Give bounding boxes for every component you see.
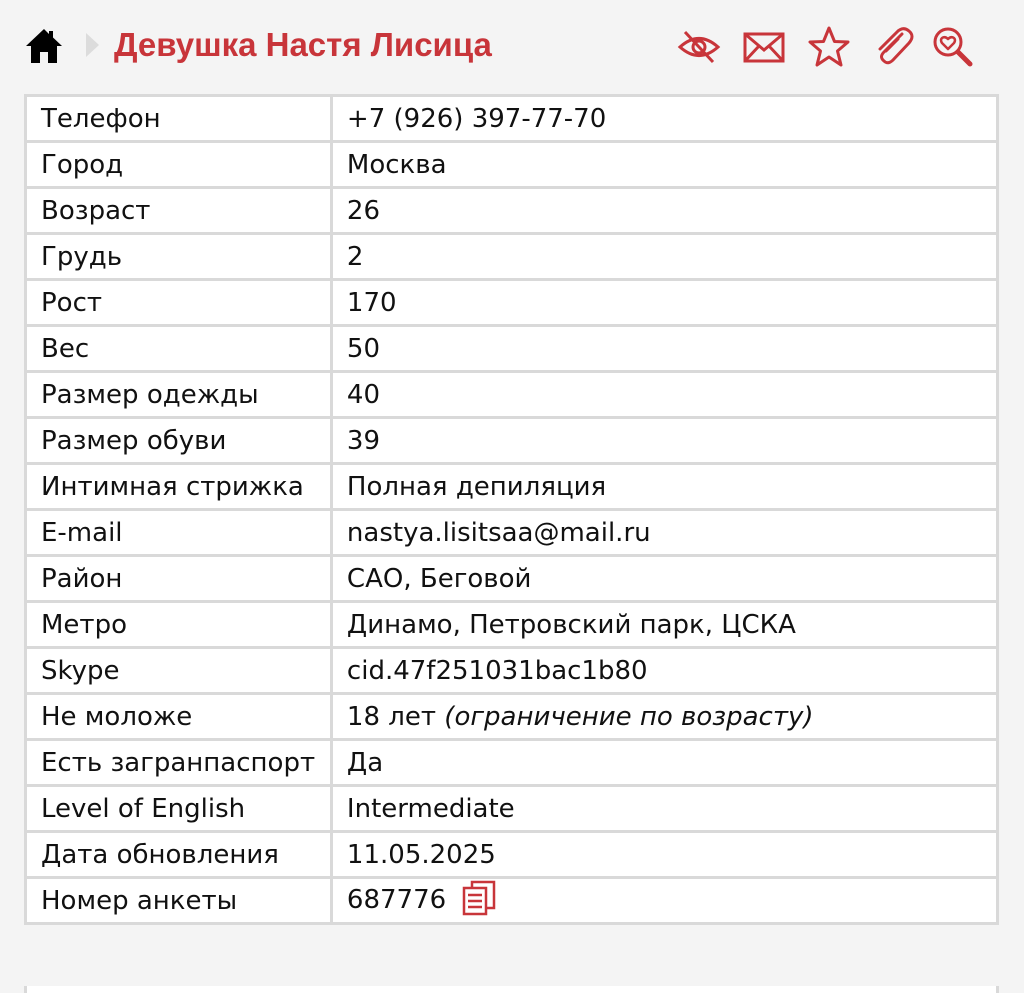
row-label: Вес xyxy=(26,326,332,372)
header-bar xyxy=(0,0,1024,92)
table-row xyxy=(26,326,998,372)
row-value xyxy=(331,878,997,924)
row-label: Грудь xyxy=(26,234,332,280)
table-row xyxy=(26,142,998,188)
row-label: Телефон xyxy=(26,96,332,142)
table-row xyxy=(26,556,998,602)
table-row xyxy=(26,96,998,142)
row-label: Level of English xyxy=(26,786,332,832)
row-value: Динамо, Петровский парк, ЦСКА xyxy=(331,602,997,648)
table-row xyxy=(26,648,998,694)
row-value: 40 xyxy=(331,372,997,418)
table-row xyxy=(26,740,998,786)
table-row xyxy=(26,832,998,878)
row-label: Дата обновления xyxy=(26,832,332,878)
profile-actions xyxy=(676,24,976,70)
table-row xyxy=(26,694,998,740)
profile-info-table xyxy=(24,94,999,925)
row-label: Номер анкеты xyxy=(26,878,332,924)
row-label: Возраст xyxy=(26,188,332,234)
row-value xyxy=(331,694,997,740)
table-row xyxy=(26,280,998,326)
age-limit-value: 18 лет xyxy=(346,701,437,732)
row-value: 50 xyxy=(331,326,997,372)
row-label: E-mail xyxy=(26,510,332,556)
table-row xyxy=(26,234,998,280)
table-row xyxy=(26,602,998,648)
skype-value[interactable]: cid.47f251031bac1b80 xyxy=(331,648,997,694)
row-value: Москва xyxy=(331,142,997,188)
table-row xyxy=(26,464,998,510)
age-limit-note: (ограничение по возрасту) xyxy=(444,701,814,732)
row-label: Не моложе xyxy=(26,694,332,740)
heart-search-icon[interactable] xyxy=(930,24,976,70)
row-value: 2 xyxy=(331,234,997,280)
table-row xyxy=(26,188,998,234)
home-icon[interactable] xyxy=(24,26,64,66)
page-title: Девушка Настя Лисица xyxy=(114,26,492,63)
table-row xyxy=(26,372,998,418)
table-row xyxy=(26,510,998,556)
row-value: Полная депиляция xyxy=(331,464,997,510)
table-row xyxy=(26,786,998,832)
star-icon[interactable] xyxy=(806,24,852,70)
envelope-icon[interactable] xyxy=(741,24,787,70)
email-value[interactable]: nastya.lisitsaa@mail.ru xyxy=(331,510,997,556)
row-value: Да xyxy=(331,740,997,786)
row-label: Skype xyxy=(26,648,332,694)
hide-eye-icon[interactable] xyxy=(676,24,722,70)
row-label: Район xyxy=(26,556,332,602)
row-label: Есть загранпаспорт xyxy=(26,740,332,786)
phone-value[interactable]: +7 (926) 397-77-70 xyxy=(331,96,997,142)
row-value: САО, Беговой xyxy=(331,556,997,602)
row-value: Intermediate xyxy=(331,786,997,832)
table-row xyxy=(26,418,998,464)
row-label: Город xyxy=(26,142,332,188)
row-label: Рост xyxy=(26,280,332,326)
row-label: Размер одежды xyxy=(26,372,332,418)
chevron-right-icon xyxy=(83,31,103,59)
row-value: 170 xyxy=(331,280,997,326)
row-value: 11.05.2025 xyxy=(331,832,997,878)
row-value: 26 xyxy=(331,188,997,234)
table-continuation xyxy=(24,986,999,993)
profile-number-value: 687776 xyxy=(346,885,447,916)
copy-icon[interactable] xyxy=(462,880,496,916)
row-value: 39 xyxy=(331,418,997,464)
row-label: Метро xyxy=(26,602,332,648)
row-label: Размер обуви xyxy=(26,418,332,464)
table-row xyxy=(26,878,998,924)
row-label: Интимная стрижка xyxy=(26,464,332,510)
paperclip-icon[interactable] xyxy=(871,24,917,70)
